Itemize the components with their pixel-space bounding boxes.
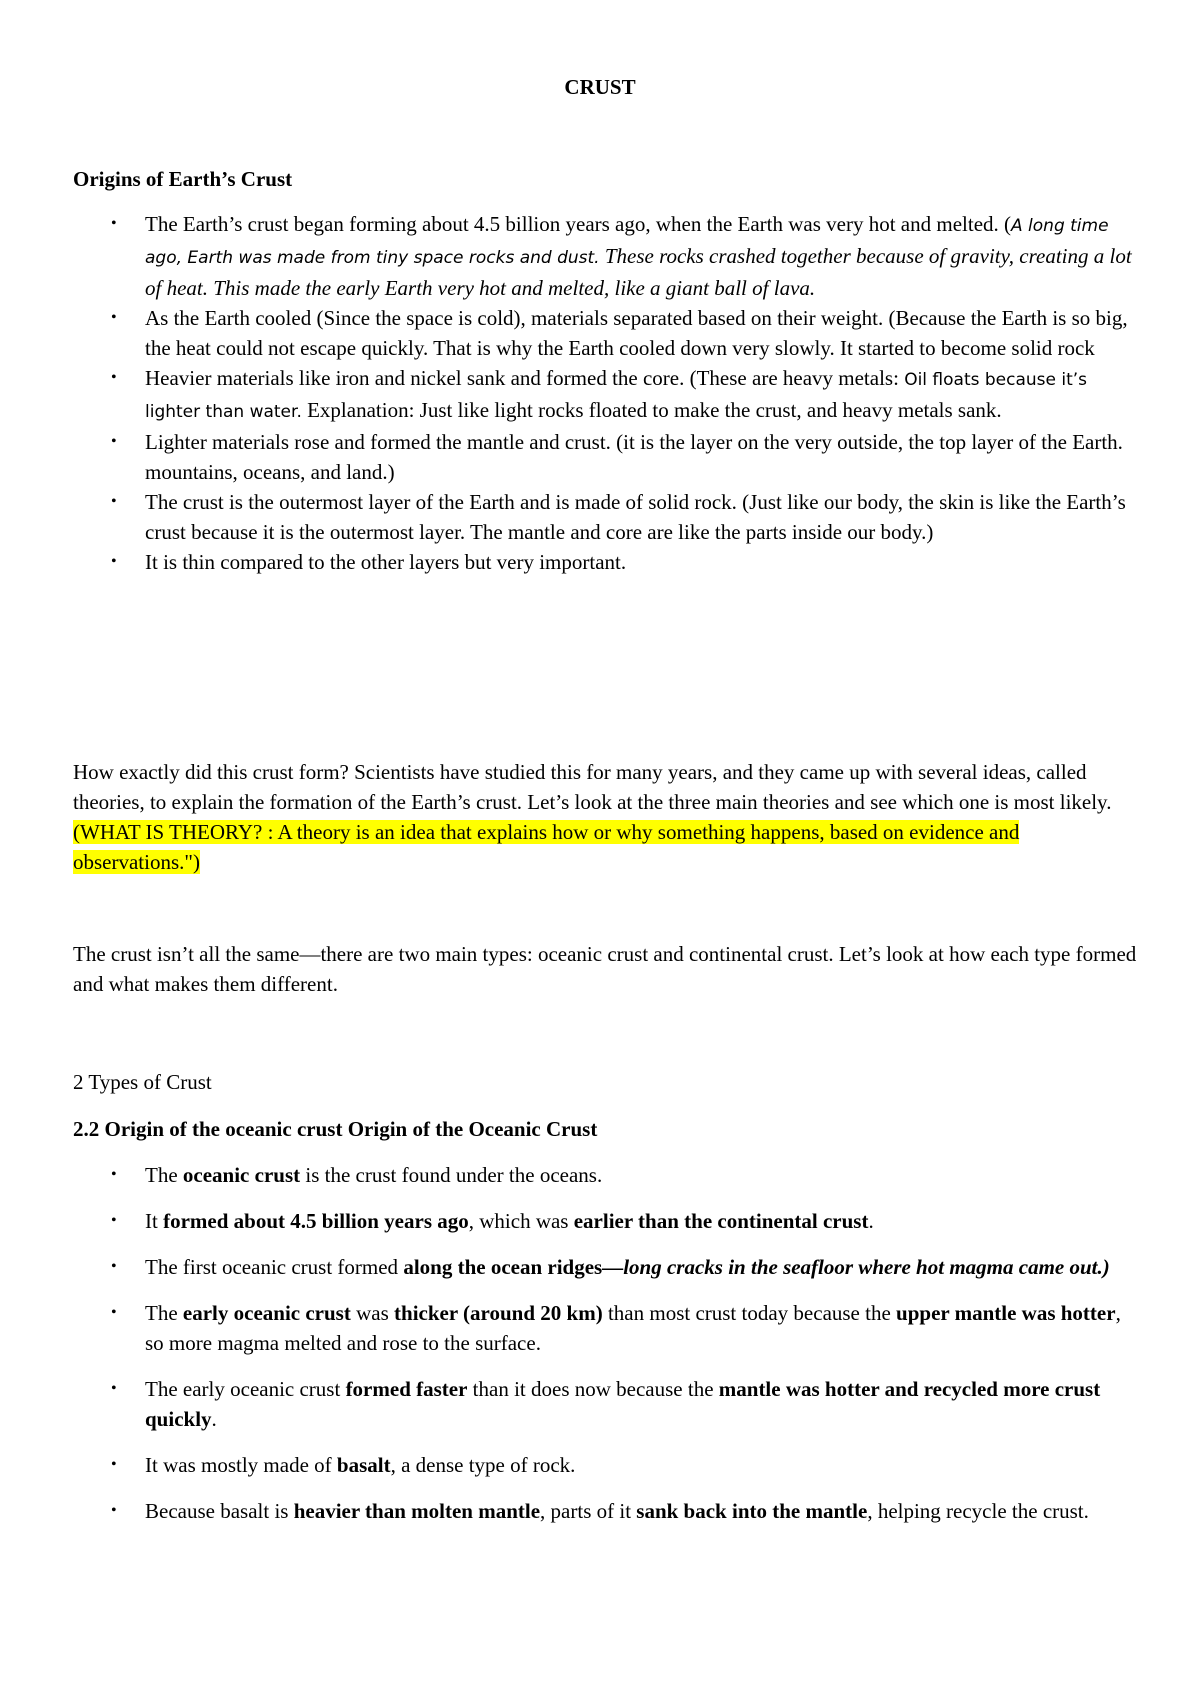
list-item: • The crust is the outermost layer of the Earth and is made of solid rock. (Just like our body, the skin is like the Earth’s crust because it is the outermost layer. The mantle and core are like the parts inside our body.): [73, 487, 1139, 547]
bullet-icon: •: [111, 1456, 117, 1473]
types-of-crust-label: 2 Types of Crust: [73, 1070, 212, 1094]
list-item: • It is thin compared to the other layers but very important.: [73, 547, 1139, 577]
list-item: • The early oceanic crust formed faster than it does now because the mantle was hotter and recycled more crust quickly.: [73, 1374, 1139, 1434]
bullet-icon: •: [111, 1166, 117, 1183]
list-item: • The oceanic crust is the crust found under the oceans.: [73, 1160, 1139, 1190]
list-item: • It formed about 4.5 billion years ago, which was earlier than the continental crust.: [73, 1206, 1139, 1236]
list-item: • It was mostly made of basalt, a dense type of rock.: [73, 1450, 1139, 1480]
bullet-icon: •: [111, 493, 117, 510]
bullet-icon: •: [111, 1380, 117, 1397]
list-item: • Because basalt is heavier than molten mantle, parts of it sank back into the mantle, helping recycle the crust.: [73, 1496, 1139, 1526]
origins-bullet-list: [73, 209, 1139, 577]
bullet-icon: •: [111, 1304, 117, 1321]
paragraph-theories: How exactly did this crust form? Scientists have studied this for many years, and they came up with several ideas, called theories, to explain the formation of the Earth’s crust. Let’s look at the three main theories and see which one is most likely. (WHAT IS THEORY? : A theory is an idea that explains how or why something happens, based on evidence and observations."): [73, 760, 1112, 874]
section-heading-origins: Origins of Earth’s Crust: [73, 167, 293, 191]
bullet-icon: •: [111, 309, 117, 326]
section-heading-oceanic: 2.2 Origin of the oceanic crust Origin of the Oceanic Crust: [73, 1117, 598, 1141]
bullet-icon: •: [111, 1212, 117, 1229]
bullet-icon: •: [111, 1258, 117, 1275]
theory-highlight: (WHAT IS THEORY? : A theory is an idea that explains how or why something happens, based on evidence and observations."): [73, 820, 1020, 874]
bullet-icon: •: [111, 215, 117, 232]
bullet-icon: •: [111, 553, 117, 570]
bullet-icon: •: [111, 433, 117, 450]
bullet-icon: •: [111, 369, 117, 386]
list-item: • The early oceanic crust was thicker (around 20 km) than most crust today because the upper mantle was hotter, so more magma melted and rose to the surface.: [73, 1298, 1139, 1358]
list-item: • The first oceanic crust formed along the ocean ridges—long cracks in the seafloor where hot magma came out.): [73, 1252, 1139, 1282]
list-item: • Lighter materials rose and formed the mantle and crust. (it is the layer on the very outside, the top layer of the Earth. mountains, oceans, and land.): [73, 427, 1139, 487]
paragraph-crust-types: The crust isn’t all the same—there are two main types: oceanic crust and continental crust. Let’s look at how each type formed and what makes them different.: [73, 942, 1137, 996]
list-item: • Heavier materials like iron and nickel sank and formed the core. (These are heavy metals: Oil floats because it’s lighter than water. Explanation: Just like light rocks floated to make the crust, and heavy metals sank.: [73, 363, 1139, 427]
page-title: CRUST: [564, 75, 636, 99]
list-item: • As the Earth cooled (Since the space is cold), materials separated based on their weight. (Because the Earth is so big, the heat could not escape quickly. That is why the Earth cooled down very slowly. It started to become solid rock: [73, 303, 1139, 363]
oceanic-bullet-list: [73, 1160, 1139, 1542]
bullet-icon: •: [111, 1502, 117, 1519]
list-item: • The Earth’s crust began forming about 4.5 billion years ago, when the Earth was very hot and melted. (A long time ago, Earth was made from tiny space rocks and dust. These rocks crashed together because of gravity, creating a lot of heat. This made the early Earth very hot and melted, like a giant ball of lava.: [73, 209, 1139, 303]
